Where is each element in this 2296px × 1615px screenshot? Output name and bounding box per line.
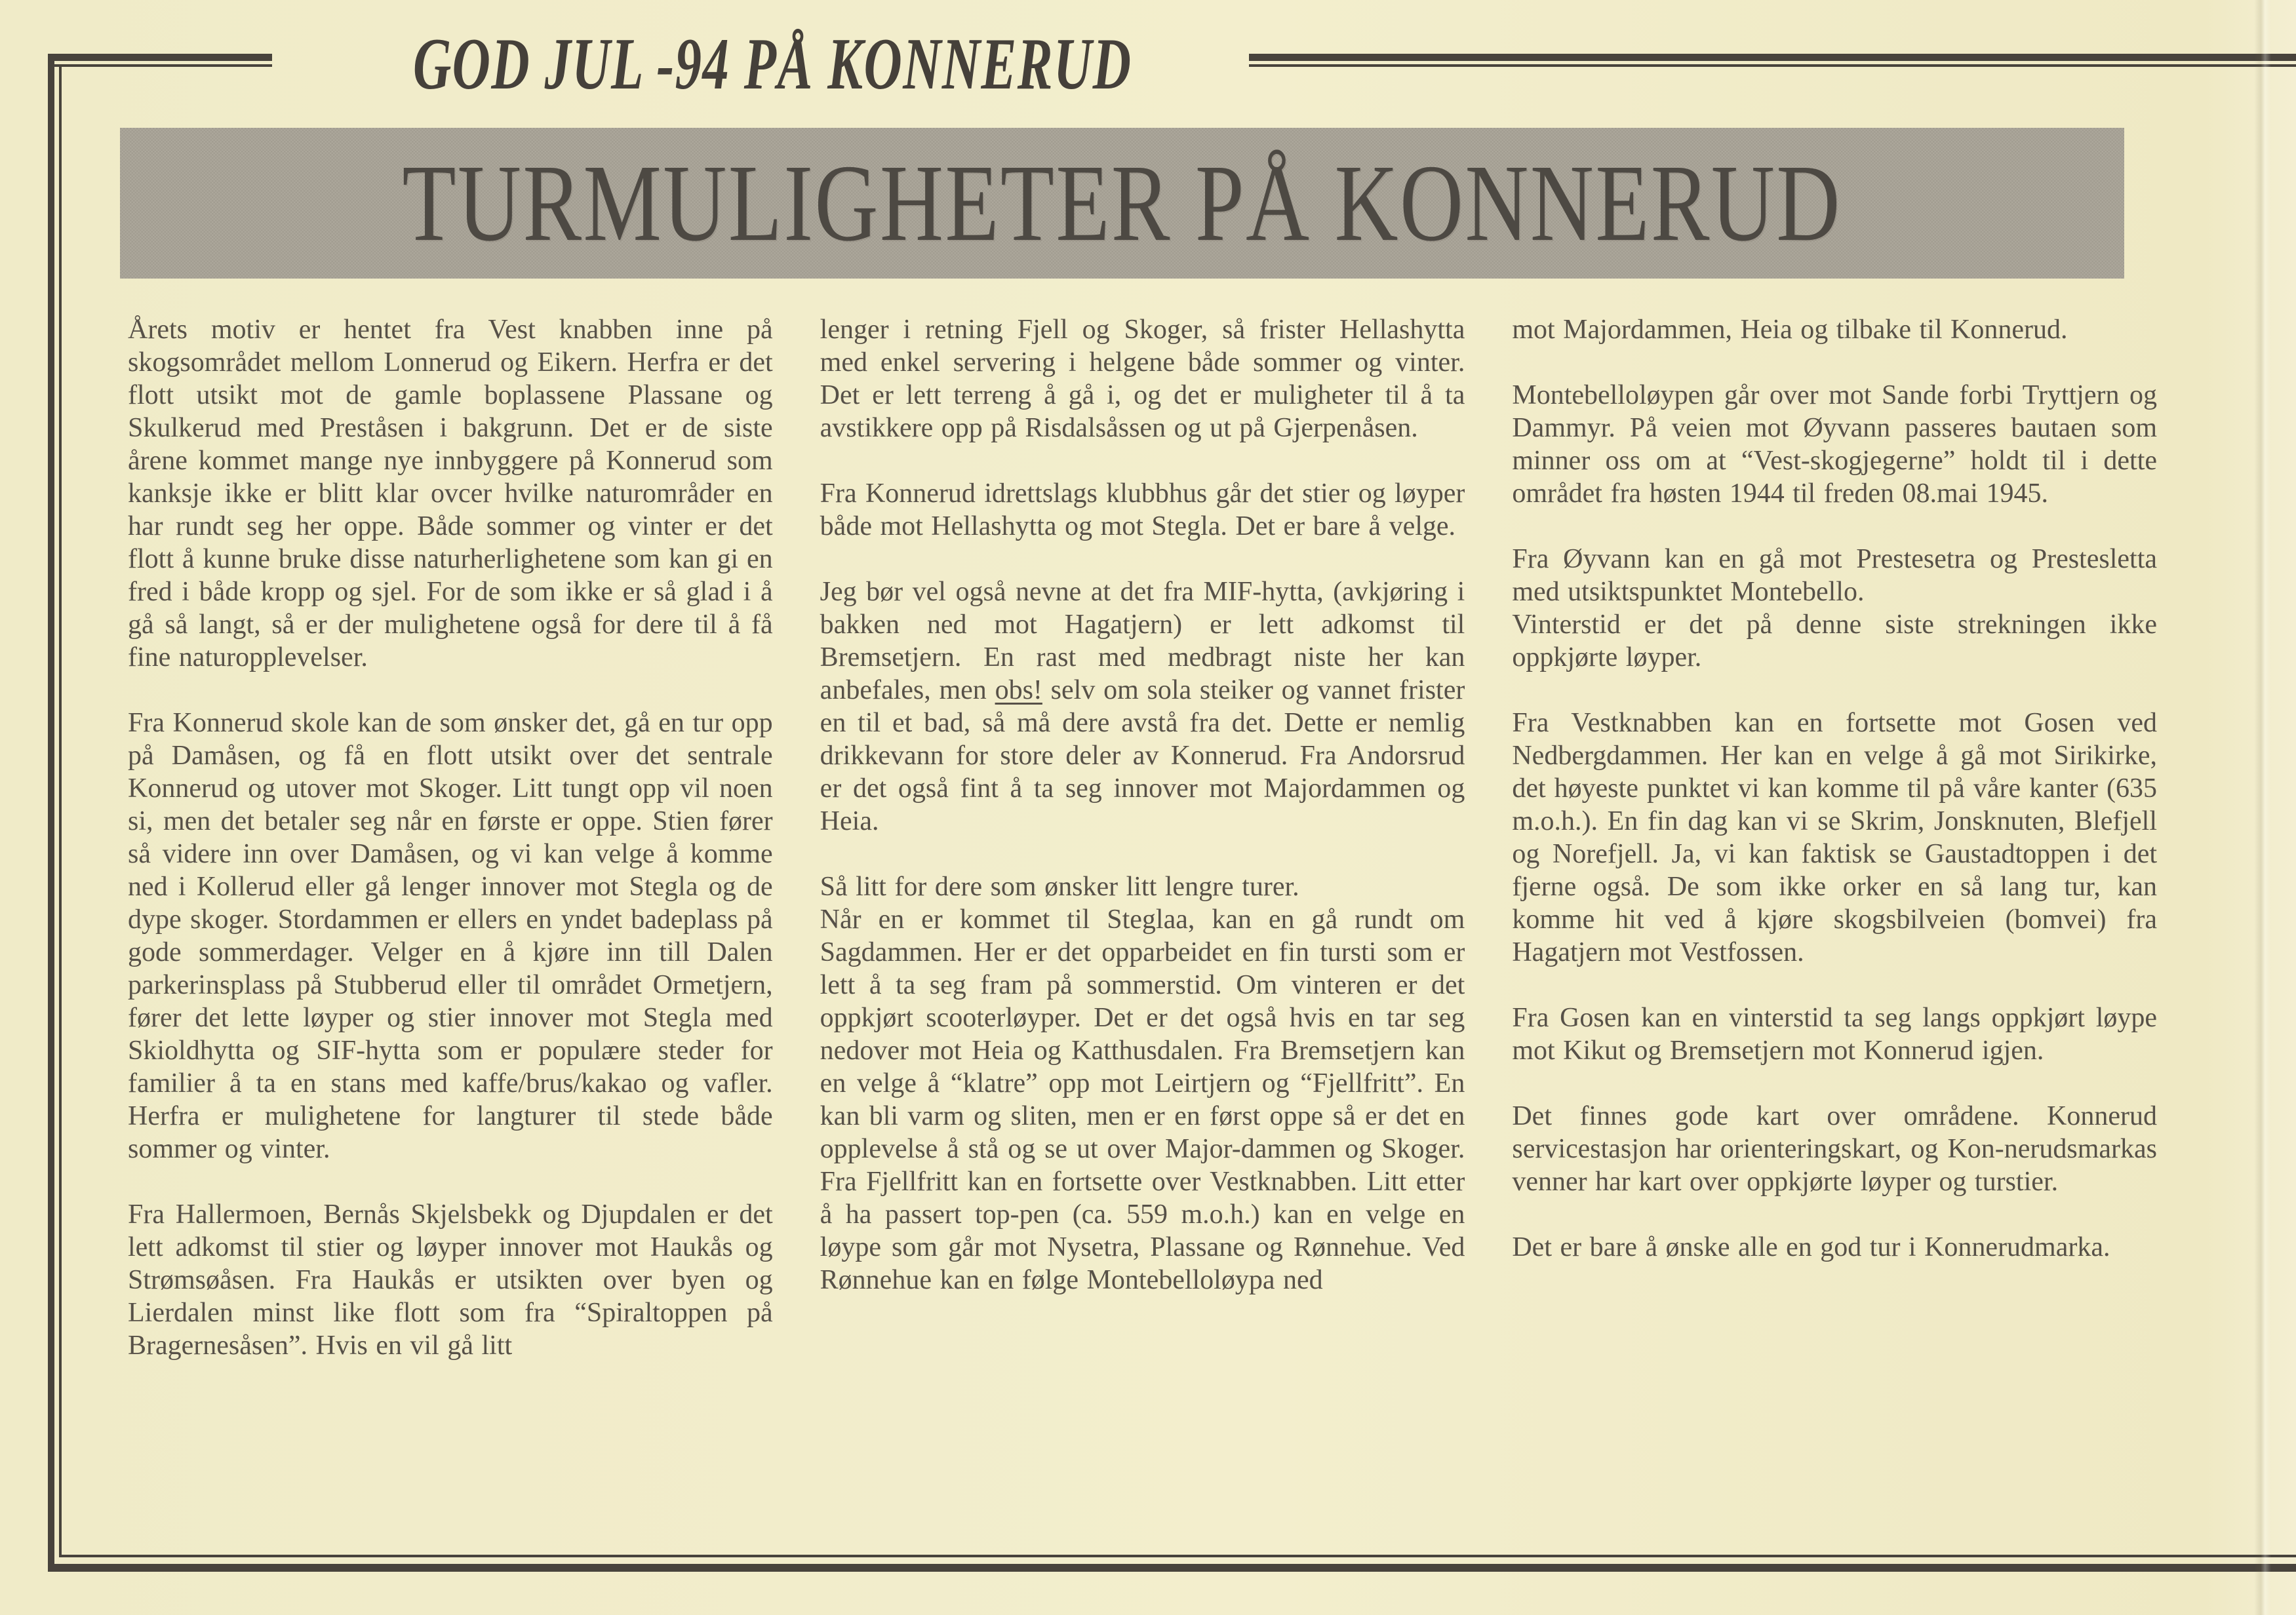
article-column-3 xyxy=(1512,313,2157,1362)
article-column-1 xyxy=(128,313,773,1362)
masthead-title: GOD JUL -94 PÅ KONNERUD xyxy=(413,24,1132,105)
page-title: TURMULIGHETER PÅ KONNERUD xyxy=(402,142,1842,264)
frame-rule-top-thin-left xyxy=(48,64,272,67)
paragraph: Fra Konnerud idrettslags klubbhus går det stier og løyper både mot Hellashytta og mot Stegla. Det er bare å velge. xyxy=(820,478,1465,541)
paragraph: Årets motiv er hentet fra Vest knabben inne på skogsområdet mellom Lonnerud og Eikern. Herfra er det flott utsikt mot de gamle boplassene Plassane og Skulkerud med Preståsen i bakgrunn. Det er de siste årene kommet mange nye innbyggere på Konnerud som kanksje ikke er blitt klar ovcer hvilke naturområder en har rundt seg her oppe. Både sommer og vinter er det flott å kunne bruke disse naturherlighetene som kan gi en fred i både kropp og sjel. For de som ikke er så glad i å gå så langt, så er der mulighetene også for dere til å få fine naturopplevelser. xyxy=(128,315,773,672)
frame-rule-bottom-thick xyxy=(48,1564,2296,1572)
paragraph: Det er bare å ønske alle en god tur i Konnerudmarka. xyxy=(1512,1232,2110,1262)
paragraph: Fra Gosen kan en vinterstid ta seg langs oppkjørt løype mot Kikut og Bremsetjern mot Konnerud igjen. xyxy=(1512,1003,2158,1066)
article-column-2 xyxy=(820,313,1465,1362)
paragraph: Fra Vestknabben kan en fortsette mot Gosen ved Nedbergdammen. Her kan en velge å gå mot Sirikirke, det høyeste punktet vi kan komme til på våre kanter (635 m.o.h.). En fin dag kan vi se Skrim, Jonsknuten, Blefjell og Norefjell. Ja, vi kan faktisk se Gaustadtoppen i det fjerne også. De som ikke orker en så lang tur, kan komme hit ved å kjøre skogsbilveien (bomvei) fra Hagatjern mot Vestfossen. xyxy=(1512,708,2158,967)
paragraph: Jeg bør vel også nevne at det fra MIF-hytta, (avkjøring i bakken ned mot Hagatjern) er lett adkomst til Bremsetjern. En rast med medbragt niste her kan anbefales, men obs! selv om sola steiker og vannet frister en til et bad, så må dere avstå fra det. Dette er nemlig drikkevann for store deler av Konnerud. Fra Andorsrud er det også fint å ta seg innover mot Majordammen og Heia. xyxy=(820,577,1465,836)
frame-rule-top-thin-right xyxy=(1249,64,2296,67)
paragraph: Det finnes gode kart over områdene. Konnerud servicestasjon har orienteringskart, og Kon-nerudsmarkas venner har kart over oppkjørte løyper og turstier. xyxy=(1512,1101,2158,1197)
paragraph: Montebelloløypen går over mot Sande forbi Tryttjern og Dammyr. På veien mot Øyvann passeres bautaen som minner oss om at “Vest-skogjegerne” holdt til i dette området fra høsten 1944 til freden 08.mai 1945. xyxy=(1512,380,2158,509)
frame-rule-top-thick-left xyxy=(48,54,272,61)
article-body xyxy=(128,313,2157,1362)
frame-rule-top-thick-right xyxy=(1249,54,2296,61)
paper-fold-crease xyxy=(2254,0,2271,1615)
paragraph: lenger i retning Fjell og Skoger, så frister Hellashytta med enkel servering i helgene både sommer og vinter. Det er lett terreng å gå i, og det er muligheter til å ta avstikkere opp på Risdalsåssen og ut på Gjerpenåsen. xyxy=(820,315,1465,443)
title-banner xyxy=(120,128,2124,279)
paragraph: Fra Øyvann kan en gå mot Prestesetra og Prestesletta med utsiktspunktet Montebello. Vinterstid er det på denne siste strekningen ikke oppkjørte løyper. xyxy=(1512,544,2158,672)
paragraph: Så litt for dere som ønsker litt lengre turer. Når en er kommet til Steglaa, kan en gå rundt om Sagdammen. Her er det opparbeidet en fin tursti som er lett å ta seg fram på sommerstid. Om vinteren er det oppkjørt scooterløyper. Det er det også hvis en tar seg nedover mot Heia og Katthusdalen. Fra Bremsetjern kan en velge å “klatre” opp mot Leirtjern og “Fjellfritt”. En kan bli varm og sliten, men er en først oppe så er det en opplevelse å stå og se ut over Major-dammen og Skoger. Fra Fjellfritt kan en fortsette over Vestknabben. Litt etter å ha passert top-pen (ca. 559 m.o.h.) kan en velge en løype som går mot Nysetra, Plassane og Rønnehue. Ved Rønnehue kan en følge Montebelloløypa ned xyxy=(820,872,1465,1295)
underlined-text: obs! xyxy=(995,675,1042,705)
paragraph: Fra Hallermoen, Bernås Skjelsbekk og Djupdalen er det lett adkomst til stier og løyper innover mot Haukås og Strømsøåsen. Fra Haukås er utsikten over byen og Lierdalen minst like flott som fra “Spiraltoppen på Bragernesåsen”. Hvis en vil gå litt xyxy=(128,1199,773,1361)
paragraph: mot Majordammen, Heia og tilbake til Konnerud. xyxy=(1512,315,2068,345)
frame-rule-bottom-thin xyxy=(59,1555,2296,1557)
frame-rule-left-thick xyxy=(48,54,54,1572)
frame-rule-left-thin xyxy=(59,64,62,1557)
paragraph: Fra Konnerud skole kan de som ønsker det, gå en tur opp på Damåsen, og få en flott utsikt over det sentrale Konnerud og utover mot Skoger. Litt tungt opp vil noen si, men det betaler seg når en første er oppe. Stien fører så videre inn over Damåsen, og vi kan velge å komme ned i Kollerud eller gå lenger innover mot Stegla og de dype skoger. Stordammen er ellers en yndet badeplass på gode sommerdager. Velger en å kjøre inn till Dalen parkerinsplass på Stubberud eller til området Ormetjern, fører det lette løyper og stier innover mot Stegla med Skioldhytta og SIF-hytta som er populære steder for familier å ta en stans med kaffe/brus/kakao og vafler. Herfra er mulighetene for langturer til stede både sommer og vinter. xyxy=(128,708,773,1164)
